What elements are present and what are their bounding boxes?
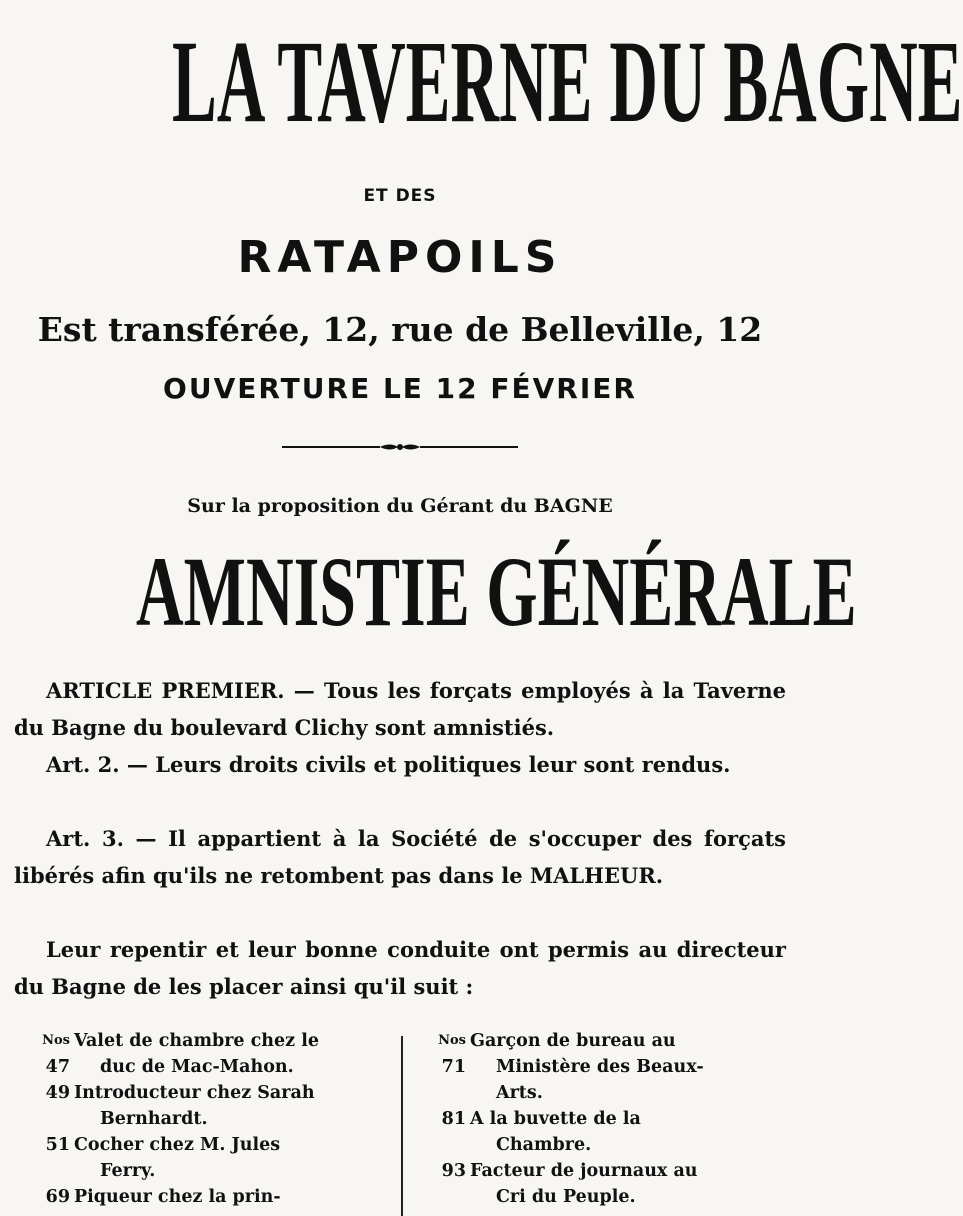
opening-line: OUVERTURE LE 12 FÉVRIER — [163, 372, 637, 405]
entry-text: Garçon de bureau au — [470, 1031, 676, 1051]
placement-list — [14, 1028, 790, 1214]
list-item — [14, 1184, 392, 1210]
entry-number: 49 — [45, 1083, 70, 1103]
entry-text-cont: Bernhardt. — [100, 1109, 208, 1129]
article-premier — [14, 672, 786, 746]
entry-number: 93 — [441, 1161, 466, 1181]
placement-intro — [14, 931, 786, 1005]
malheur-word: MALHEUR. — [529, 863, 664, 888]
entry-text: Cocher chez M. Jules — [74, 1135, 281, 1155]
list-item — [14, 1132, 392, 1184]
article-3 — [14, 820, 786, 894]
poster-title: LA TAVERNE DU BAGNE — [172, 16, 963, 147]
entry-text: Piqueur chez la prin- — [74, 1187, 281, 1207]
entry-text: Facteur de journaux au — [470, 1161, 698, 1181]
proposition-line: Sur la proposition du Gérant du BAGNE — [187, 495, 613, 517]
article-premier-text: ARTICLE PREMIER. — Tous les forçats employés à la Taverne du Bagne du boulevard Clichy sont amnistiés. — [14, 678, 786, 740]
entry-text: A la buvette de la — [470, 1109, 641, 1129]
entry-text-cont: Cri du Peuple. — [496, 1187, 636, 1207]
entry-text: Valet de chambre chez le — [74, 1031, 319, 1051]
entry-number: 71 — [441, 1057, 466, 1077]
article-3-text: Art. 3. — Il appartient à la Société de s'occuper des forçats libérés afin qu'ils ne retombent pas dans le — [14, 826, 786, 888]
numbers-label: Nos — [42, 1033, 70, 1048]
poster-subtitle: RATAPOILS — [237, 232, 563, 283]
entry-text-cont: Chambre. — [496, 1135, 592, 1155]
placement-intro-text: Leur repentir et leur bonne conduite ont permis au directeur du Bagne de les placer ainsi qu'il suit : — [14, 937, 786, 999]
entry-number: 47 — [45, 1057, 70, 1077]
column-divider — [401, 1036, 403, 1216]
list-item — [410, 1106, 790, 1158]
list-item — [14, 1028, 392, 1080]
ornament-divider-icon — [282, 440, 518, 454]
entry-text-cont: Ministère des Beaux- — [496, 1057, 704, 1077]
amnesty-heading: AMNISTIE GÉNÉRALE — [136, 536, 857, 647]
entry-text: Introducteur chez Sarah — [74, 1083, 315, 1103]
list-item — [410, 1028, 790, 1106]
placement-column-left — [14, 1028, 392, 1210]
entry-text-cont: duc de Mac-Mahon. — [100, 1057, 294, 1077]
address-line: Est transférée, 12, rue de Belleville, 12 — [37, 310, 763, 349]
list-item — [14, 1080, 392, 1132]
entry-text-cont: Arts. — [496, 1083, 543, 1103]
entry-number: 81 — [441, 1109, 466, 1129]
entry-number: 51 — [45, 1135, 70, 1155]
placement-column-right — [410, 1028, 790, 1210]
list-item — [410, 1158, 790, 1210]
numbers-label: Nos — [438, 1033, 466, 1048]
article-2 — [14, 746, 786, 783]
article-2-text: Art. 2. — Leurs droits civils et politiques leur sont rendus. — [46, 752, 731, 777]
entry-text-cont: Ferry. — [100, 1161, 156, 1181]
entry-number: 69 — [45, 1187, 70, 1207]
et-des-line: ET DES — [363, 186, 437, 206]
